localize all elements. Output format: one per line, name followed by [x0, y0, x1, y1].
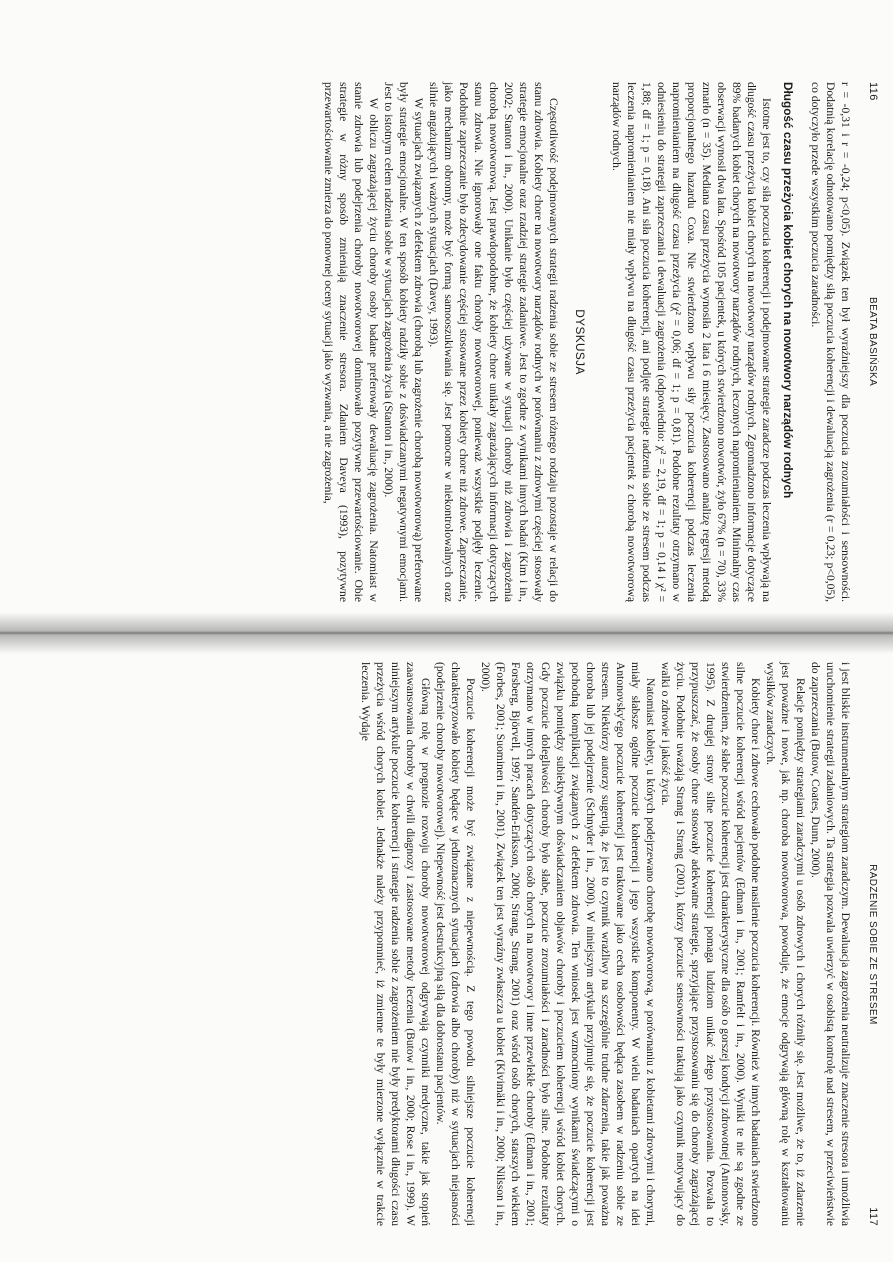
section-heading: Długość czasu przeżycia kobiet chorych na nowotwory narządów rodnych — [781, 82, 795, 499]
running-head-title: RADZENIE SOBIE ZE STRESEM — [867, 864, 878, 1025]
right-page — [0, 632, 893, 1262]
page-number-left: 116 — [867, 82, 879, 101]
left-page — [0, 0, 893, 630]
body-paragraph: Kobiety chore i zdrowe cechowało podobne nasilenie poczucia koherencji. Również w innych badaniach stwierdzono silne poczucie koherencji wśród pacjentów (Edman i in., 2001; Ramfelt i in., 2000). Wyniki te nie są zgodne ze stwierdzeniem, że słabe poczucie koherencji jest charakterystyczne dla osób o gorszej kondycji zdrowotnej (Antonovsky, 1995). Z drugiej strony silne poczucie koherencji pomaga ludziom unikać złego przystosowania. Pozwala to przypuszczać, że osoby chore stosowały adekwatne strategie, sprzyjające przystosowaniu się do choroby zagrażającej życiu. Podobnie uważają Strang i Strang (2001), którzy poczucie sensowności traktują jako czynnik motywujący do walki o zdrowie i jakość życia. — [659, 662, 762, 1226]
discussion-paragraph: W sytuacjach związanych z defektem zdrowia (chorobą lub zagrożenie chorobą nowotworową) preferowane były strategie emocjonalne. W ten sposób kobiety radziły sobie z doświadczanymi negatywnymi emocjami. Jest to istotnym celem radzenia sobie w sytuacjach zagrożenia życia (Stanton i in., 2000). — [382, 82, 425, 602]
right-running-head — [867, 662, 879, 1226]
opening-paragraph: r = -0,31 i r = -0,24; p<0,05). Związek ten był wyraźniejszy dla poczucia zrozumiałości i sensowności. Dodatnią korelację odnotowano pomiędzy siłą poczucia koherencji i dewaluacją zagrożenia (r = 0,23; p<0,05), co dotyczyło przede wszystkim poczucia zaradności. — [809, 82, 852, 602]
discussion-paragraph: Częstotliwość podejmowanych strategii radzenia sobie ze stresem różnego rodzaju pozostaje w relacji do stanu zdrowia. Kobiety chore na nowotwory narządów rodnych w porównaniu z zdrowymi częściej stosowały strategie emocjonalne oraz rzadziej strategie zadaniowe. Jest to zgodne z wynikami innych badań (Kim i in., 2002; Stanton i in., 2000). Unikanie było częściej używane w sytuacji choroby niż zdrowia i zagrożenia chorobą nowotworową. Jest prawdopodobne, że kobiety chore unikały zagrażających informacji dotyczących stanu zdrowia. Nie ignorowały one faktu choroby nowotworowej, ponieważ wszystkie podjęły leczenie. Podobnie zaprzeczanie było zdecydowanie częściej stosowane przez kobiety chore niż zdrowe. Zaprzeczanie, jako mechanizm obronny, może być formą samooszukiwania się. Jest pomocne w niekontrolowalnych oraz silnie angażujących i ważnych sytuacjach (Davey, 1993). — [427, 82, 560, 602]
body-paragraph: Natomiast kobiety, u których podejrzewano chorobę nowotworową, w porównaniu z kobietami zdrowymi i chorymi, miały słabsze ogólne poczucie koherencji i jego wszystkie komponenty. W wielu badaniach opartych na idei Antonovsky'ego poczucie koherencji jest traktowane jako cecha osobowości będąca zasobem w radzeniu sobie ze stresem. Niektórzy autorzy sugerują, że jest to czynnik wrażliwy na szczególnie trudne zdarzenia, takie jak poważna choroba lub jej podejrzenie (Schnyder i in., 2000). W niniejszym artykule przyjmuje się, że poczucie koherencji jest pochodną komplikacji związanych z defektem zdrowia. Ten wniosek jest wzmocniony wynikami świadczącymi o związku pomiędzy subiektywnym doświadczaniem objawów choroby i poczuciem koherencji wśród kobiet chorych. Gdy poczucie dolegliwości choroby było słabe, poczucie zrozumiałości i zaradności było silne. Podobne rezultaty otrzymano w innych pracach dotyczących osób chorych na nowotwory i inne przewlekłe choroby (Edman i in., 2001; Forsberg, Björvell, 1997; Sandén-Eriksson, 2000; Strang, Strang, 2001) oraz wśród osób chorych, starszych wiekiem (Forbes, 2001; Suominen i in., 2001). Związek ten jest wyraźny zwłaszcza u kobiet (Kivimäki i in., 2000; Nilsson i in., 2000). — [479, 662, 657, 1226]
body-paragraph: Główną rolę w prognozie rozwoju choroby nowotworowej odgrywają czynniki medyczne, takie jak stopień zaawansowania choroby w chwili diagnozy i zastosowane metody leczenia (Butow i in., 2000; Rose i in., 1999). W niniejszym artykule poczucie koherencji i strategie radzenia sobie z zagrożeniem nie były predyktorami długości czasu przeżycia wśród chorych kobiet. Jednakże należy przypomnieć, iż zmienne te były mierzone wyłącznie w trakcie leczenia. Wydaje — [359, 662, 432, 1226]
running-head-author: BEATA BASIŃSKA — [867, 297, 878, 387]
discussion-paragraph: W obliczu zagrażającej życiu choroby osoby badane preferowały dewaluację zagrożenia. Natomiast w stanie zdrowia lub podejrzenia choroby nowotworowej dominowało pozytywne przewartościowanie. Obie strategie w różny sposób zmieniają znaczenie stresora. Zdaniem Daveya (1993), pozytywne przewartościowanie zmierza do ponownej oceny sytuacji jako wyzwania, a nie zagrożenia, — [322, 82, 380, 602]
page-number-right: 117 — [867, 1207, 879, 1226]
body-paragraph: Relacje pomiędzy strategiami zaradczymi u osób zdrowych i chorych różniły się. Jest możliwe, że to, iż zdarzenie jest poważne i nowe, jak np. choroba nowotworowa, powoduje, że emocje odgrywają główną rolę w kształtowaniu wysiłków zaradczych. — [764, 662, 807, 1226]
left-running-head — [867, 82, 879, 602]
section-paragraph: Istotne jest to, czy siła poczucia koherencji i podejmowane strategie zaradcze podczas leczenia wpływają na długość czasu przeżycia kobiet chorych na nowotwory narządów rodnych. Zgromadzono informacje dotyczące 89% badanych kobiet chorych na nowotwory narządów rodnych, leczonych napromienianiem. Minimalny czas obserwacji wynosił dwa lata. Spośród 105 pacjentek, u których stwierdzono nowotwór, żyło 67% (n = 70), 33% zmarło (n = 35). Mediana czasu przeżycia wynosiła 2 lata i 6 miesięcy. Zastosowano analizę regresji metodą proporcjonalnego hazardu Coxa. Nie stwierdzono wpływu siły poczucia koherencji podczas leczenia napromienianiem na długość czasu przeżycia (χ² = 0,06; df = 1; p = 0,81). Podobne rezultaty otrzymano w odniesieniu do strategii zaprzeczania i dewaluacji zagrożenia (odpowiednio: χ² = 2,19, df = 1; p = 0,14 i χ² = 1,88; df = 1; p = 0,18). Ani siła poczucia koherencji, ani podjęte strategie radzenia sobie ze stresem podczas leczenia napromienianiem nie miały wpływu na długość czasu przeżycia pacjentek z chorobą nowotworową narządów rodnych. — [610, 82, 773, 602]
body-paragraph: Poczucie koherencji może być związane z niepewnością. Z tego powodu silniejsze poczucie koherencji charakteryzowało kobiety będące w jednoznacznych sytuacjach (zdrowia albo choroby) niż w sytuacjach niejasności (podejrzenie choroby nowotworowej). Niepewność jest destrukcyjną siłą dla dobrostanu pacjentów. — [434, 662, 477, 1226]
body-paragraph: i jest bliskie instrumentalnym strategiom zaradczym. Dewaluacja zagrożenia neutralizuje znaczenie stresora i umożliwia uruchomienie strategii zadaniowych. Ta strategia pozwala uwierzyć w osobistą kontrolę nad stresem, w przeciwieństwie do zaprzeczania (Butow, Coates, Dunn, 2000). — [809, 662, 852, 1226]
discussion-heading: DYSKUSJA — [573, 309, 587, 375]
